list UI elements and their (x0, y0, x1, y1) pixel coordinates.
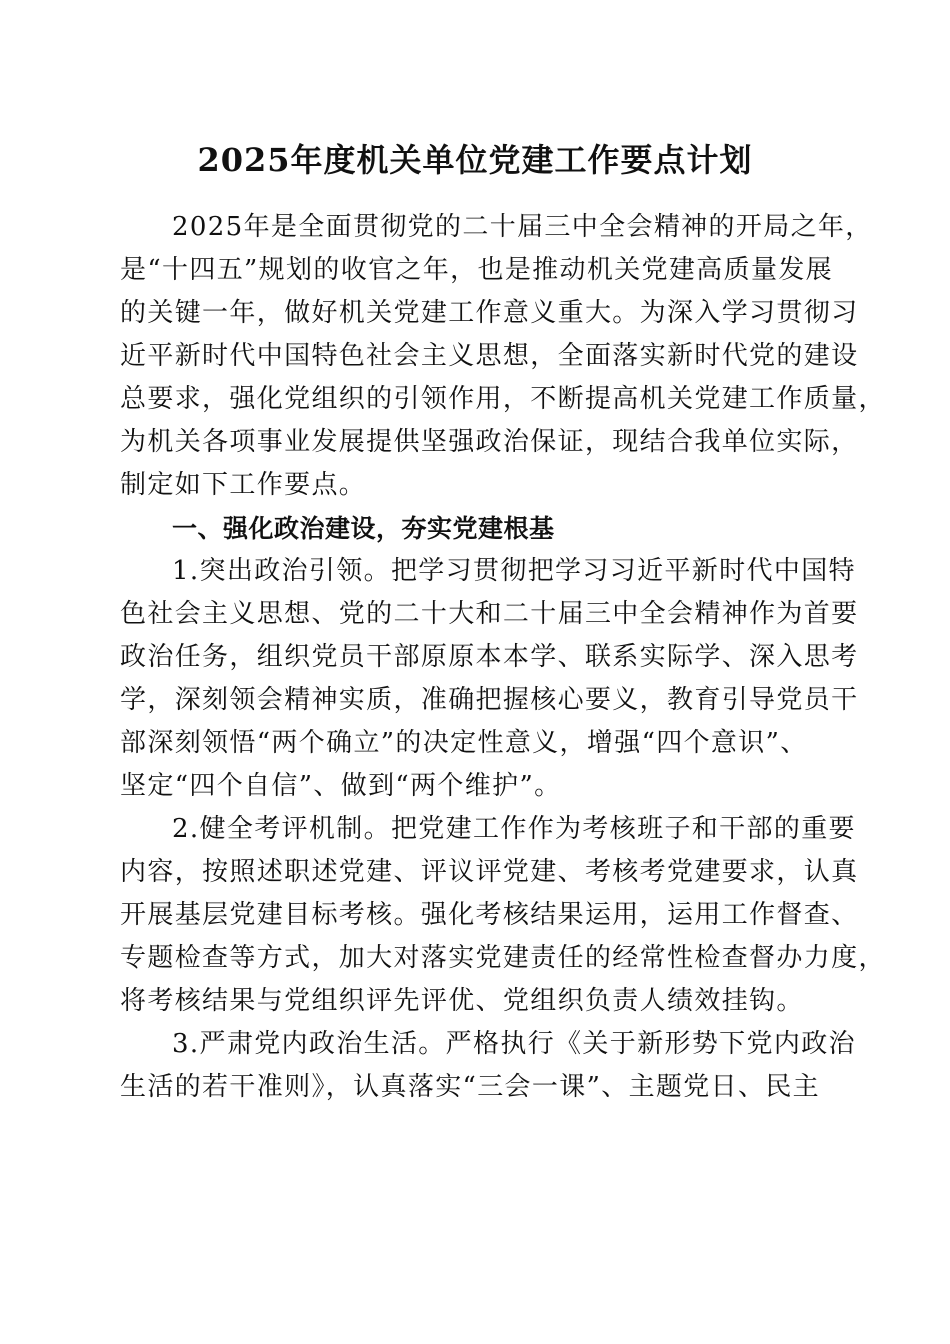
item-paragraph-3 (120, 1023, 856, 1109)
item-line: 色社会主义思想、党的二十大和二十届三中全会精神作为首要 (120, 599, 859, 629)
item-line: 2.健全考评机制。把党建工作作为考核班子和干部的重要 (172, 814, 856, 844)
section-heading: 一、强化政治建设，夯实党建根基 (172, 514, 555, 543)
item-line: 内容，按照述职述党建、评议评党建、考核考党建要求，认真 (120, 857, 859, 887)
intro-line: 是“十四五”规划的收官之年，也是推动机关党建高质量发展 (120, 255, 834, 285)
intro-line: 为机关各项事业发展提供坚强政治保证，现结合我单位实际， (120, 427, 859, 457)
intro-line: 2025年是全面贯彻党的二十届三中全会精神的开局之年， (172, 212, 873, 242)
item-line: 专题检查等方式，加大对落实党建责任的经常性检查督办力度， (120, 943, 886, 973)
item-line: 开展基层党建目标考核。强化考核结果运用，运用工作督查、 (120, 900, 859, 930)
intro-line: 总要求，强化党组织的引领作用，不断提高机关党建工作质量， (120, 384, 886, 414)
item-paragraph-1 (120, 550, 859, 808)
intro-paragraph (120, 206, 886, 507)
item-line: 3.严肃党内政治生活。严格执行《关于新形势下党内政治 (172, 1029, 856, 1059)
intro-line: 的关键一年，做好机关党建工作意义重大。为深入学习贯彻习 (120, 298, 859, 328)
item-line: 部深刻领悟“两个确立”的决定性意义，增强“四个意识”、 (120, 728, 808, 758)
item-line: 坚定“四个自信”、做到“两个维护”。 (120, 771, 562, 801)
item-line: 生活的若干准则》，认真落实“三会一课”、主题党日、民主 (120, 1072, 821, 1102)
intro-line: 制定如下工作要点。 (120, 470, 367, 500)
document-body (120, 206, 886, 1109)
item-line: 将考核结果与党组织评先评优、党组织负责人绩效挂钩。 (120, 986, 804, 1016)
item-line: 政治任务，组织党员干部原原本本学、联系实际学、深入思考 (120, 642, 859, 672)
document-title: 2025年度机关单位党建工作要点计划 (197, 141, 753, 179)
item-line: 学，深刻领会精神实质，准确把握核心要义，教育引导党员干 (120, 685, 859, 715)
item-line: 1.突出政治引领。把学习贯彻把学习习近平新时代中国特 (172, 556, 856, 586)
intro-line: 近平新时代中国特色社会主义思想，全面落实新时代党的建设 (120, 341, 859, 371)
item-paragraph-2 (120, 808, 886, 1023)
